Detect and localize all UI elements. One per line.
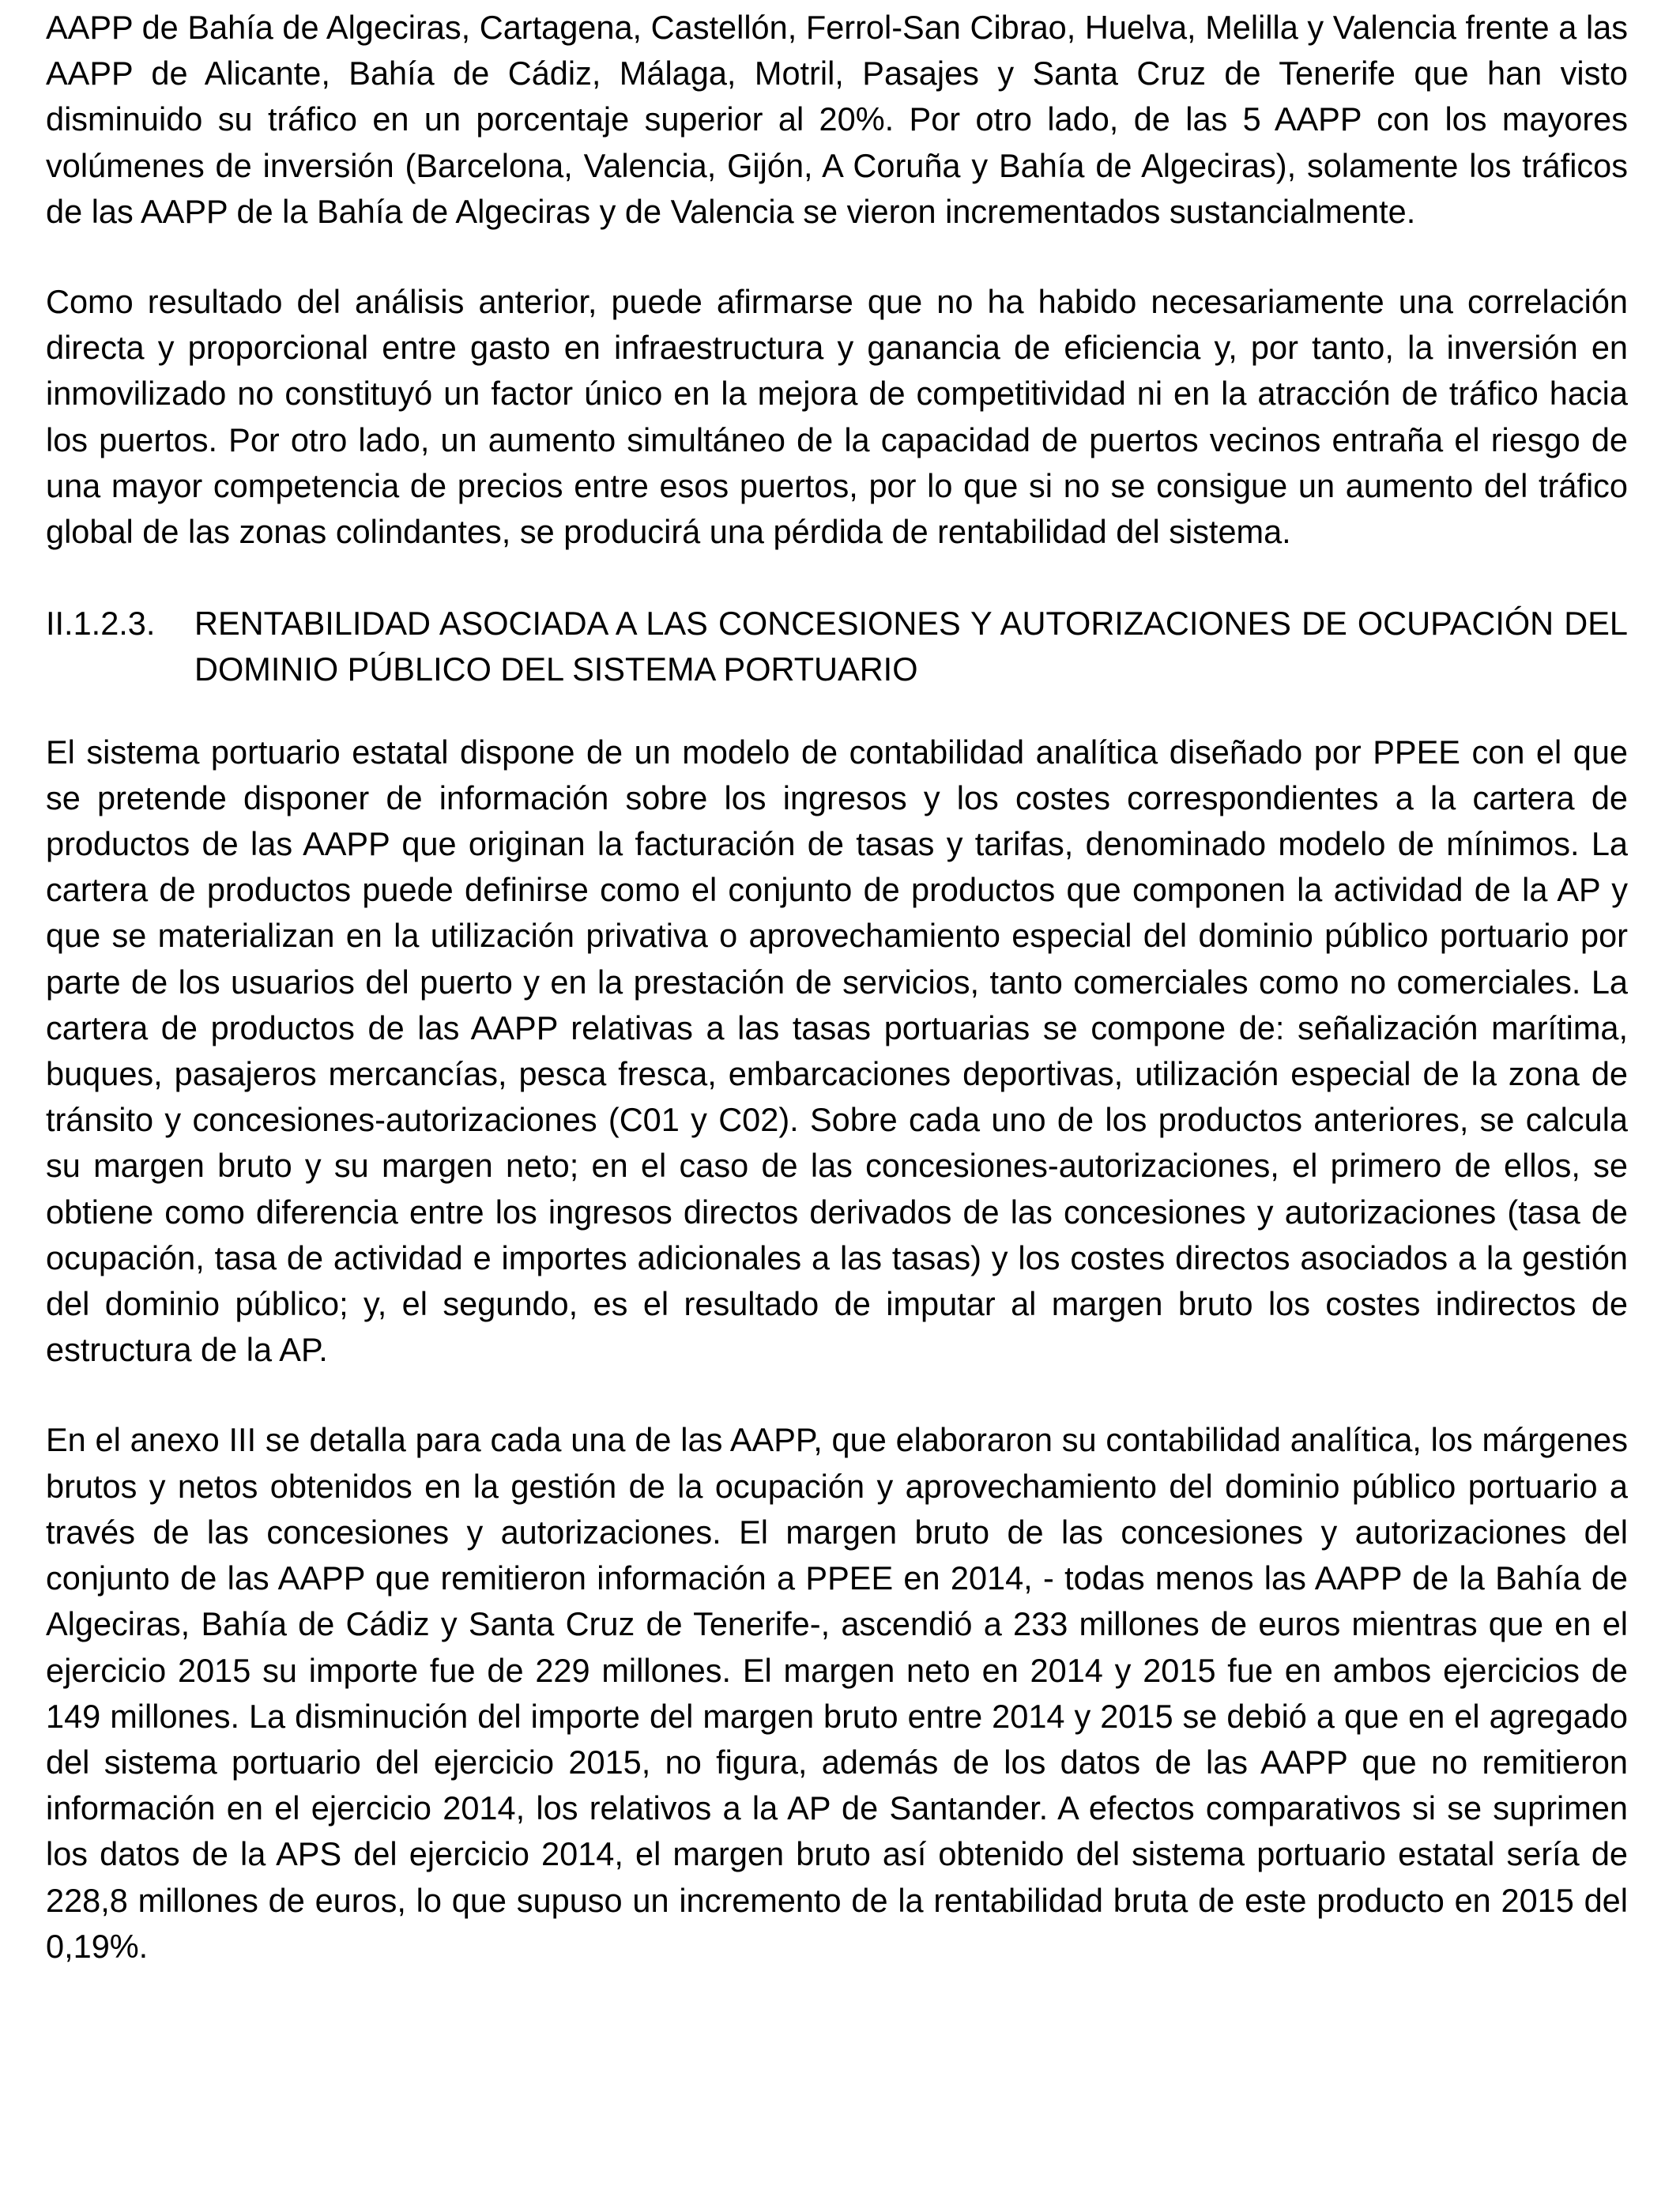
paragraph-annex-margins: En el anexo III se detalla para cada una de las AAPP, que elaboraron su contabilidad analítica, los márgenes brutos y netos obtenidos en la gestión de la ocupación y aprovechamiento del dominio público portuario a través de las concesiones y autorizaciones. El margen bruto de las concesiones y autorizaciones del conjunto de las AAPP que remitieron información a PPEE en 2014, - todas menos las AAPP de la Bahía de Algeciras, Bahía de Cádiz y Santa Cruz de Tenerife-, ascendió a 233 millones de euros mientras que en el ejercicio 2015 su importe fue de 229 millones. El margen neto en 2014 y 2015 fue en ambos ejercicios de 149 millones. La disminución del importe del margen bruto entre 2014 y 2015 se debió a que en el agregado del sistema portuario del ejercicio 2015, no figura, además de los datos de las AAPP que no remitieron información en el ejercicio 2014, los relativos a la AP de Santander. A efectos comparativos si se suprimen los datos de la APS del ejercicio 2014, el margen bruto así obtenido del sistema portuario estatal sería de 228,8 millones de euros, lo que supuso un incremento de la rentabilidad bruta de este producto en 2015 del 0,19%. xyxy=(46,1421,1628,1965)
section-number: II.1.2.3. xyxy=(46,605,156,643)
paragraph-analytic-accounting: El sistema portuario estatal dispone de un modelo de contabilidad analítica diseñado por PPEE con el que se pretende disponer de información sobre los ingresos y los costes correspondientes a la cartera de productos de las AAPP que originan la facturación de tasas y tarifas, denominado modelo de mínimos. La cartera de productos puede definirse como el conjunto de productos que componen la actividad de la AP y que se materializan en la utilización privativa o aprovechamiento especial del dominio público portuario por parte de los usuarios del puerto y en la prestación de servicios, tanto comerciales como no comerciales. La cartera de productos de las AAPP relativas a las tasas portuarias se compone de: señalización marítima, buques, pasajeros mercancías, pesca fresca, embarcaciones deportivas, utilización especial de la zona de tránsito y concesiones-autorizaciones (C01 y C02). Sobre cada uno de los productos anteriores, se calcula su margen bruto y su margen neto; en el caso de las concesiones-autorizaciones, el primero de ellos, se obtiene como diferencia entre los ingresos directos derivados de las concesiones y autorizaciones (tasa de ocupación, tasa de actividad e importes adicionales a las tasas) y los costes directos asociados a la gestión del dominio público; y, el segundo, es el resultado de imputar al margen bruto los costes indirectos de estructura de la AP. xyxy=(46,733,1628,1369)
section-heading xyxy=(46,601,1628,692)
section-title: RENTABILIDAD ASOCIADA A LAS CONCESIONES Y AUTORIZACIONES DE OCUPACIÓN DEL DOMINIO PÚBLICO DEL SISTEMA PORTUARIO xyxy=(194,605,1628,688)
paragraph-analysis-conclusion: Como resultado del análisis anterior, puede afirmarse que no ha habido necesariamente una correlación directa y proporcional entre gasto en infraestructura y ganancia de eficiencia y, por tanto, la inversión en inmovilizado no constituyó un factor único en la mejora de competitividad ni en la atracción de tráfico hacia los puertos. Por otro lado, un aumento simultáneo de la capacidad de puertos vecinos entraña el riesgo de una mayor competencia de precios entre esos puertos, por lo que si no se consigue un aumento del tráfico global de las zonas colindantes, se producirá una pérdida de rentabilidad del sistema. xyxy=(46,283,1628,551)
document-page xyxy=(46,5,1628,1970)
paragraph-traffic-comparison: AAPP de Bahía de Algeciras, Cartagena, Castellón, Ferrol-San Cibrao, Huelva, Melilla y Valencia frente a las AAPP de Alicante, Bahía de Cádiz, Málaga, Motril, Pasajes y Santa Cruz de Tenerife que han visto disminuido su tráfico en un porcentaje superior al 20%. Por otro lado, de las 5 AAPP con los mayores volúmenes de inversión (Barcelona, Valencia, Gijón, A Coruña y Bahía de Algeciras), solamente los tráficos de las AAPP de la Bahía de Algeciras y de Valencia se vieron incrementados sustancialmente. xyxy=(46,9,1628,230)
